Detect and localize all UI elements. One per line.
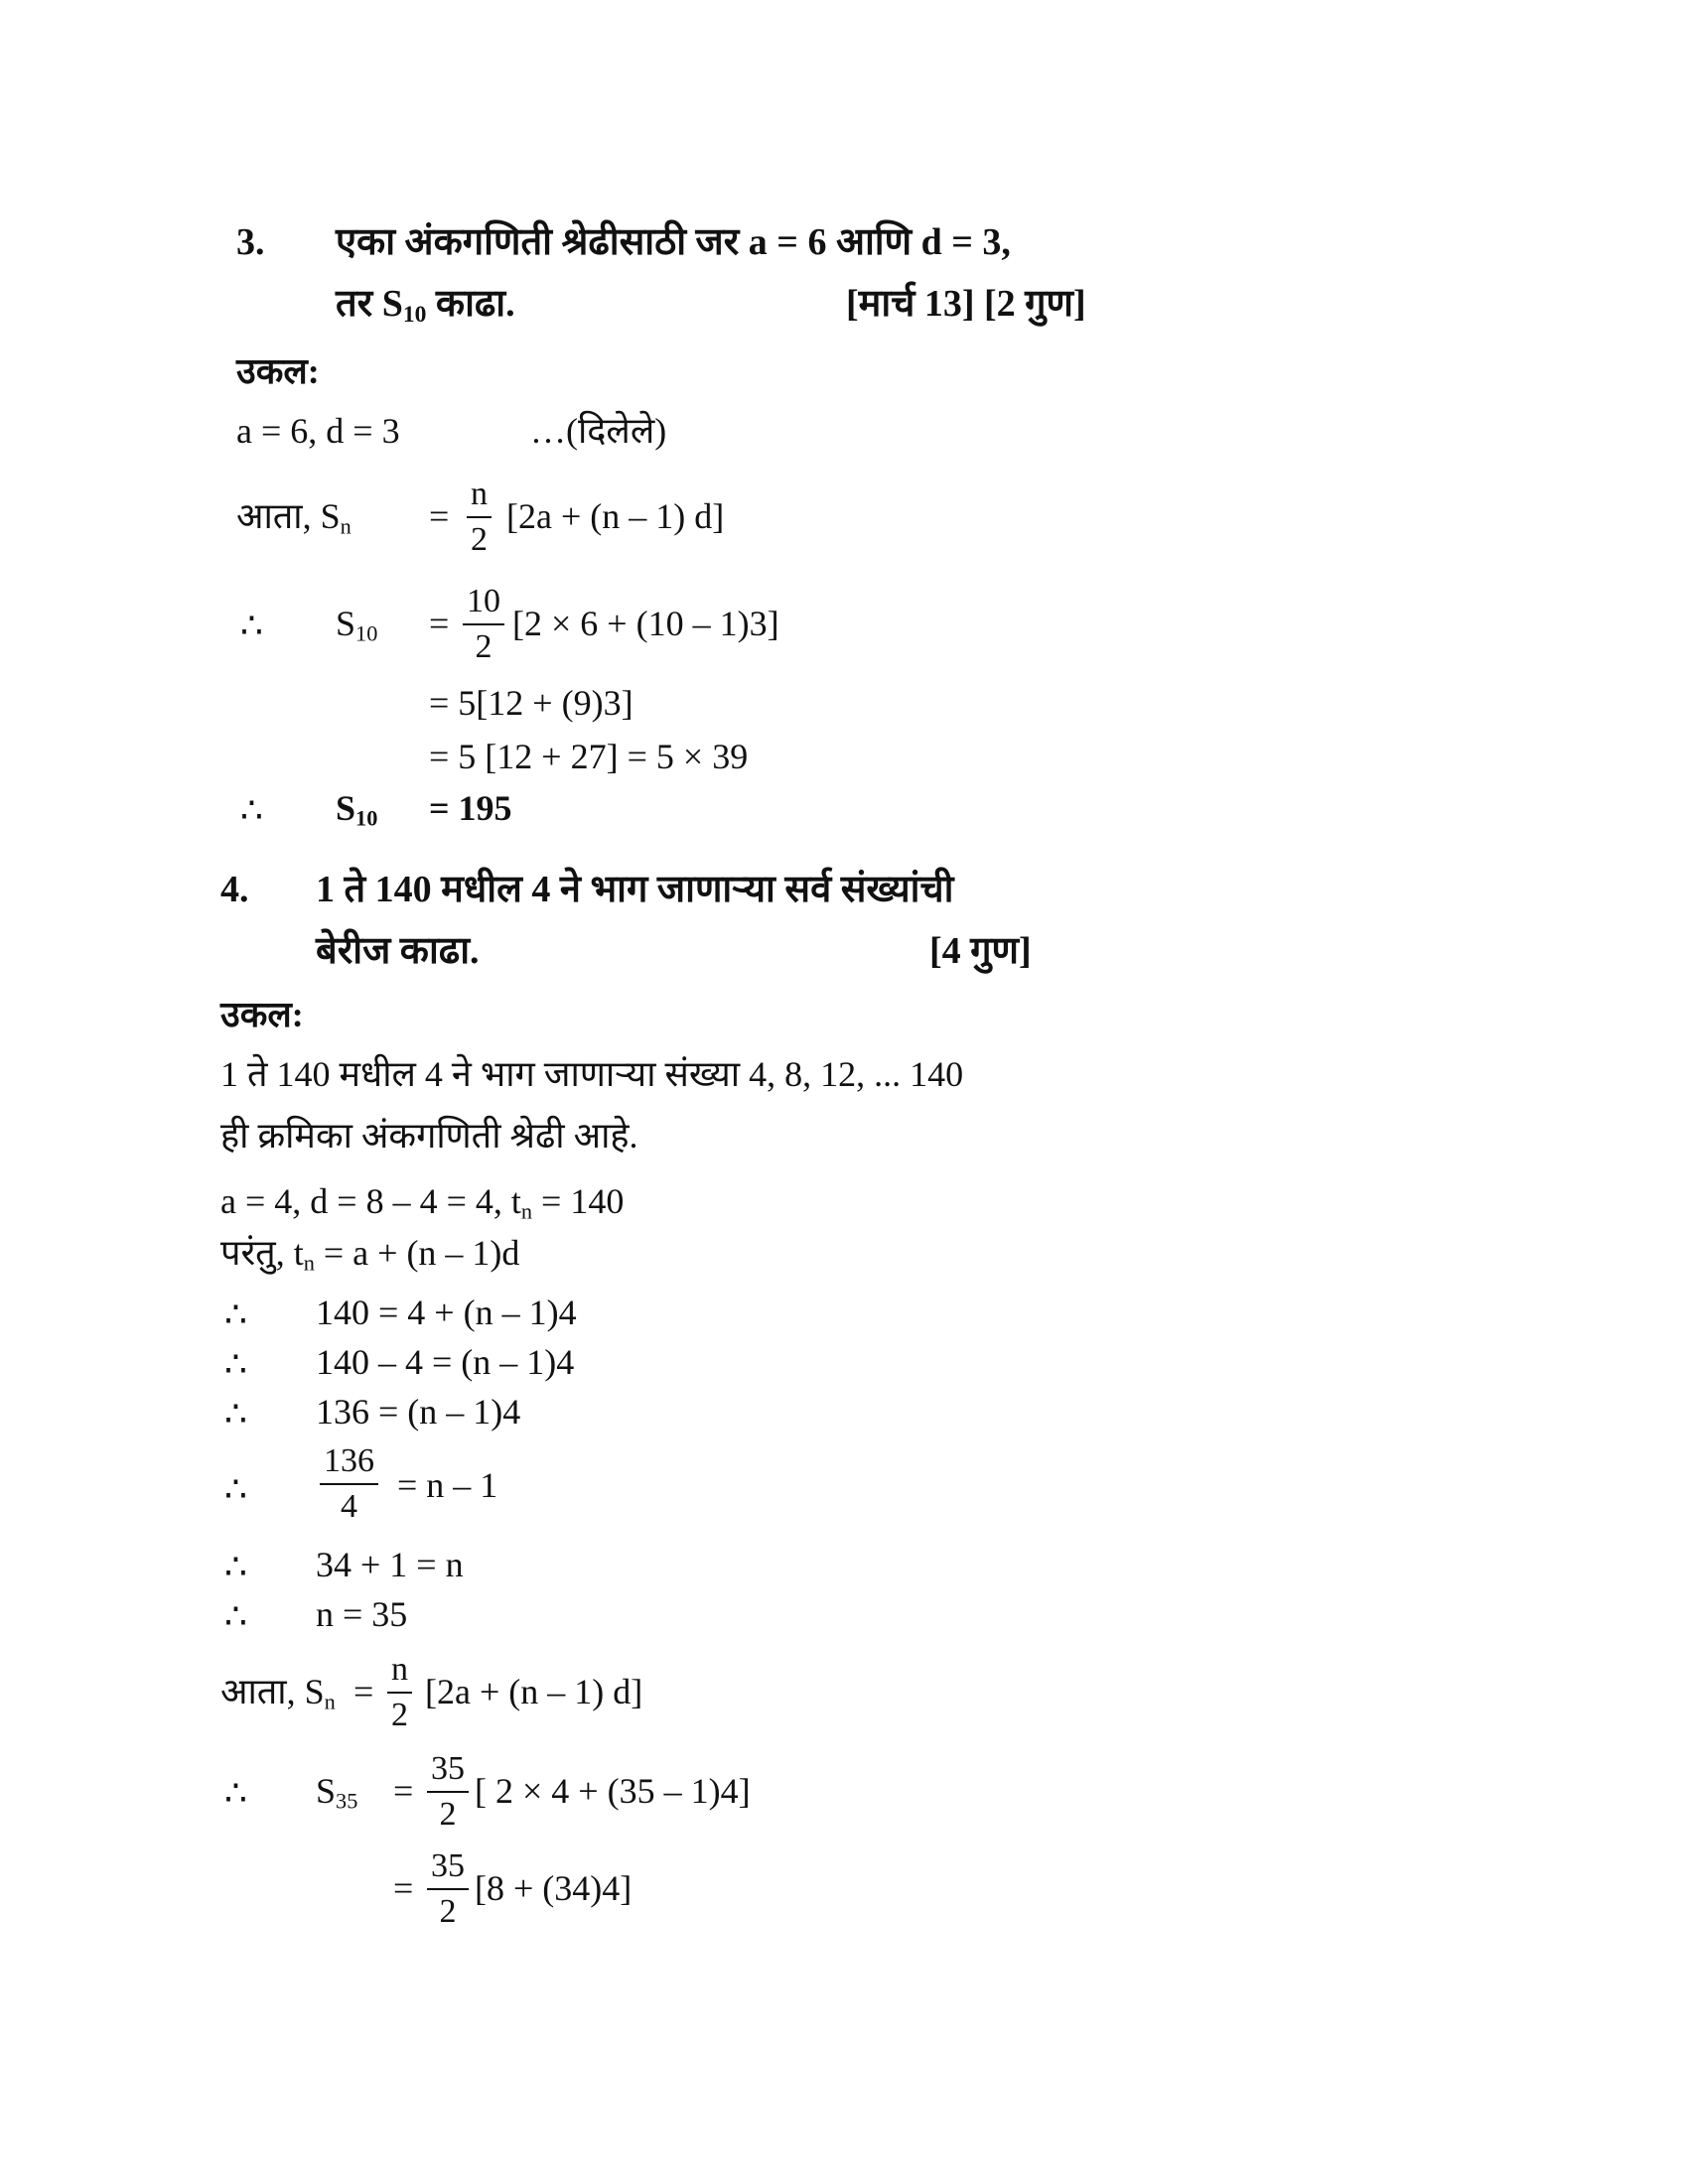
- therefore-symbol: ∴: [224, 1295, 247, 1334]
- q3-number: 3.: [236, 221, 265, 263]
- q3-step3: = 5 [12 + 27] = 5 × 39: [429, 737, 749, 776]
- therefore-symbol: ∴: [224, 1394, 247, 1433]
- q4-s35-eq: =: [393, 1771, 414, 1811]
- q3-step1-rest: [2 × 6 + (10 – 1)3]: [512, 604, 779, 643]
- q3-given-note: …(दिलेले): [530, 411, 667, 451]
- q4-s35b-eq: =: [393, 1868, 414, 1908]
- q4-now-eq: =: [353, 1672, 374, 1711]
- q4-now-label: आता, $S_n$: [220, 1672, 336, 1714]
- q4-eq2: 140 – 4 = (n – 1)4: [316, 1342, 575, 1382]
- therefore-symbol: ∴: [240, 790, 263, 830]
- q3-formula-rest: [2a + (n – 1) d]: [506, 496, 725, 536]
- q4-now-fraction: $\frac{n}{2}$: [387, 1650, 412, 1735]
- q4-s35-fraction: $\frac{35}{2}$: [427, 1749, 469, 1835]
- q4-eq5: 34 + 1 = n: [316, 1545, 464, 1584]
- q4-s35b-fraction: $\frac{35}{2}$: [427, 1846, 469, 1932]
- q3-given-values: a = 6, d = 3: [236, 411, 400, 451]
- q4-solution-label: उकल:: [220, 995, 304, 1034]
- q4-eq6: n = 35: [316, 1594, 408, 1634]
- q3-formula-fraction: $\frac{n}{2}$: [467, 475, 492, 560]
- q3-question-line2: तर $S_{10}$ काढा.: [336, 283, 515, 328]
- q3-step1-eq: =: [429, 604, 450, 643]
- therefore-symbol: ∴: [224, 1344, 247, 1384]
- q4-eq1: 140 = 4 + (n – 1)4: [316, 1293, 577, 1332]
- q3-s10-label: $S_{10}$: [336, 604, 378, 646]
- q4-but: परंतु, $t_n = a + (n - 1)d$: [220, 1233, 520, 1276]
- therefore-symbol: ∴: [224, 1596, 247, 1636]
- q4-now-rest: [2a + (n – 1) d]: [425, 1672, 643, 1711]
- q3-step2: = 5[12 + (9)3]: [429, 683, 633, 723]
- q3-marks: [मार्च 13] [2 गुण]: [846, 283, 1086, 325]
- q3-solution-label: उकल:: [236, 351, 320, 391]
- q3-step1-fraction: $\frac{10}{2}$: [463, 582, 504, 667]
- therefore-symbol: ∴: [224, 1547, 247, 1586]
- q3-now-label: आता, $S_n$: [236, 496, 352, 539]
- q3-result-label: $S_{10}$: [336, 788, 378, 831]
- q4-values: a = 4, d = 8 – 4 = 4, $t_n = 140$: [220, 1181, 625, 1224]
- q4-question-line1: 1 ते 140 मधील 4 ने भाग जाणाऱ्या सर्व संख्यांची: [316, 869, 954, 910]
- q4-eq3: 136 = (n – 1)4: [316, 1392, 521, 1432]
- q3-question-line1: एका अंकगणिती श्रेढीसाठी जर a = 6 आणि d = 3,: [336, 221, 1011, 263]
- q3-result: = 195: [429, 788, 512, 828]
- therefore-symbol: ∴: [224, 1773, 247, 1813]
- q4-question-line2: बेरीज काढा.: [316, 930, 480, 972]
- therefore-symbol: ∴: [224, 1469, 247, 1509]
- q3-formula-eq: =: [429, 496, 450, 536]
- q4-s35b-rest: [8 + (34)4]: [475, 1868, 633, 1908]
- q4-s35-rest: [ 2 × 4 + (35 – 1)4]: [475, 1771, 751, 1811]
- q4-marks: [4 गुण]: [929, 930, 1032, 972]
- q4-fraction: $\frac{136}{4}$: [320, 1441, 378, 1527]
- q4-text1: 1 ते 140 मधील 4 ने भाग जाणाऱ्या संख्या 4, 8, 12, ... 140: [220, 1054, 964, 1094]
- q4-s35-label: $S_{35}$: [316, 1771, 358, 1814]
- therefore-symbol: ∴: [240, 606, 263, 645]
- q4-number: 4.: [220, 869, 249, 910]
- q4-text2: ही क्रमिका अंकगणिती श्रेढी आहे.: [220, 1116, 638, 1156]
- q4-frac-rest: = n – 1: [397, 1465, 498, 1505]
